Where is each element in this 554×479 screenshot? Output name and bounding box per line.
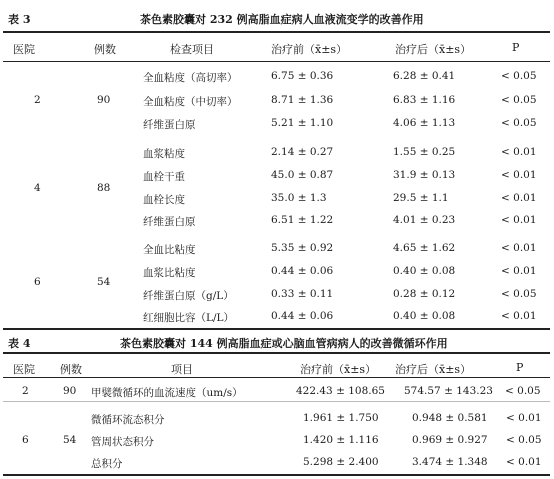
table-cell-item: 管周状态积分 [91, 436, 154, 448]
table4-header-p: P [516, 361, 524, 374]
table-cell-before: 45.0 ± 0.87 [271, 169, 334, 181]
table-cell-p: < 0.01 [506, 456, 542, 468]
table-cell-item: 血栓干重 [143, 171, 185, 183]
table3-header-item: 检查项目 [170, 43, 214, 56]
table4-count-90: 90 [63, 385, 77, 397]
table4-header-count: 例数 [60, 363, 82, 376]
table3-header-rule [3, 61, 550, 62]
table-cell-after: 31.9 ± 0.13 [393, 169, 456, 181]
table-cell-before: 422.43 ± 108.65 [296, 385, 385, 397]
table-cell-p: < 0.01 [501, 214, 537, 226]
table4-hospital-2: 2 [22, 385, 29, 397]
table4-title: 茶色素胶囊对 144 例高脂血症或心脑血管病病人的改善微循环作用 [120, 337, 448, 350]
table-cell-after: 574.57 ± 143.23 [404, 385, 493, 397]
table3-count-88: 88 [97, 182, 111, 194]
table-cell-p: < 0.05 [501, 94, 537, 106]
table-cell-p: < 0.05 [506, 434, 542, 446]
table-cell-after: 3.474 ± 1.348 [412, 456, 488, 468]
table4-header-after: 治疗后（x̄±s） [395, 363, 472, 376]
table3-header-before: 治疗前（x̄±s） [271, 43, 348, 56]
table3-hospital-4: 4 [34, 182, 41, 194]
table-cell-item: 全血粘度（高切率） [143, 72, 238, 84]
table-cell-p: < 0.05 [501, 288, 537, 300]
table-cell-item: 纤维蛋白原（g/L） [143, 290, 234, 302]
table-cell-after: 6.83 ± 1.16 [393, 94, 456, 106]
table3-hospital-2: 2 [34, 94, 41, 106]
table3-hospital-6: 6 [34, 276, 41, 288]
table-cell-after: 0.40 ± 0.08 [393, 310, 456, 322]
table-cell-after: 29.5 ± 1.1 [393, 192, 449, 204]
table-cell-item: 甲襞微循环的血流速度（um/s） [91, 387, 243, 399]
table-cell-after: 0.969 ± 0.927 [412, 434, 488, 446]
table-cell-item: 红细胞比容（L/L） [143, 312, 234, 324]
table-cell-after: 6.28 ± 0.41 [393, 70, 456, 82]
table-cell-p: < 0.05 [501, 70, 537, 82]
table-cell-item: 血浆粘度 [143, 148, 185, 160]
table-cell-after: 4.06 ± 1.13 [393, 117, 456, 129]
table3-label: 表 3 [8, 13, 31, 26]
table-cell-before: 0.44 ± 0.06 [271, 265, 334, 277]
table-cell-p: < 0.01 [501, 242, 537, 254]
table-cell-item: 总积分 [91, 458, 123, 470]
table-cell-p: < 0.01 [501, 310, 537, 322]
table3-bottom-rule [3, 328, 550, 330]
table3-top-rule [3, 31, 550, 33]
table-cell-after: 4.65 ± 1.62 [393, 242, 456, 254]
table-cell-after: 0.948 ± 0.581 [412, 412, 488, 424]
table4-header-hospital: 医院 [13, 363, 35, 376]
table-cell-after: 0.40 ± 0.08 [393, 265, 456, 277]
table3-count-54: 54 [97, 276, 111, 288]
table3-header-p: P [512, 41, 520, 54]
table-cell-item: 血浆比粘度 [143, 267, 196, 279]
table4-header-rule [3, 377, 550, 378]
table-cell-before: 1.961 ± 1.750 [303, 412, 379, 424]
table-cell-item: 纤维蛋白原 [143, 216, 196, 228]
table-cell-before: 2.14 ± 0.27 [271, 146, 334, 158]
table-cell-before: 35.0 ± 1.3 [271, 192, 327, 204]
table-cell-item: 全血比粘度 [143, 244, 196, 256]
table4-bottom-rule [3, 474, 550, 476]
table-cell-p: < 0.05 [505, 385, 541, 397]
table-cell-before: 6.75 ± 0.36 [271, 70, 334, 82]
table-cell-p: < 0.01 [501, 169, 537, 181]
table-cell-p: < 0.01 [501, 192, 537, 204]
table3-count-90: 90 [97, 94, 111, 106]
table4-header-before: 治疗前（x̄±s） [300, 363, 377, 376]
table-cell-after: 4.01 ± 0.23 [393, 214, 456, 226]
table-cell-before: 0.44 ± 0.06 [271, 310, 334, 322]
table-cell-p: < 0.01 [501, 265, 537, 277]
table-cell-before: 5.298 ± 2.400 [303, 456, 379, 468]
table-cell-before: 6.51 ± 1.22 [271, 214, 334, 226]
table3-header-hospital: 医院 [13, 43, 35, 56]
table-cell-after: 0.28 ± 0.12 [393, 288, 456, 300]
table-cell-before: 5.21 ± 1.10 [271, 117, 334, 129]
table4-hospital-6: 6 [22, 434, 29, 446]
table4-count-54: 54 [63, 434, 77, 446]
table4-group-rule [3, 401, 550, 402]
table-cell-before: 8.71 ± 1.36 [271, 94, 334, 106]
table-cell-p: < 0.01 [501, 146, 537, 158]
table4-header-item: 项目 [171, 363, 193, 376]
table-cell-item: 血栓长度 [143, 194, 185, 206]
table-cell-item: 全血粘度（中切率） [143, 96, 238, 108]
table-cell-before: 5.35 ± 0.92 [271, 242, 334, 254]
table-cell-before: 1.420 ± 1.116 [303, 434, 379, 446]
table4-top-rule [3, 352, 550, 354]
table-cell-p: < 0.01 [506, 412, 542, 424]
table3-header-after: 治疗后（x̄±s） [395, 43, 472, 56]
table-cell-item: 纤维蛋白原 [143, 119, 196, 131]
table4-label: 表 4 [8, 337, 31, 350]
table3-title: 茶色素胶囊对 232 例高脂血症病人血液流变学的改善作用 [140, 13, 424, 26]
table-cell-item: 微循环流态积分 [91, 414, 165, 426]
table-cell-after: 1.55 ± 0.25 [393, 146, 456, 158]
table3-header-count: 例数 [94, 43, 116, 56]
table-cell-p: < 0.05 [501, 117, 537, 129]
table-cell-before: 0.33 ± 0.11 [271, 288, 334, 300]
